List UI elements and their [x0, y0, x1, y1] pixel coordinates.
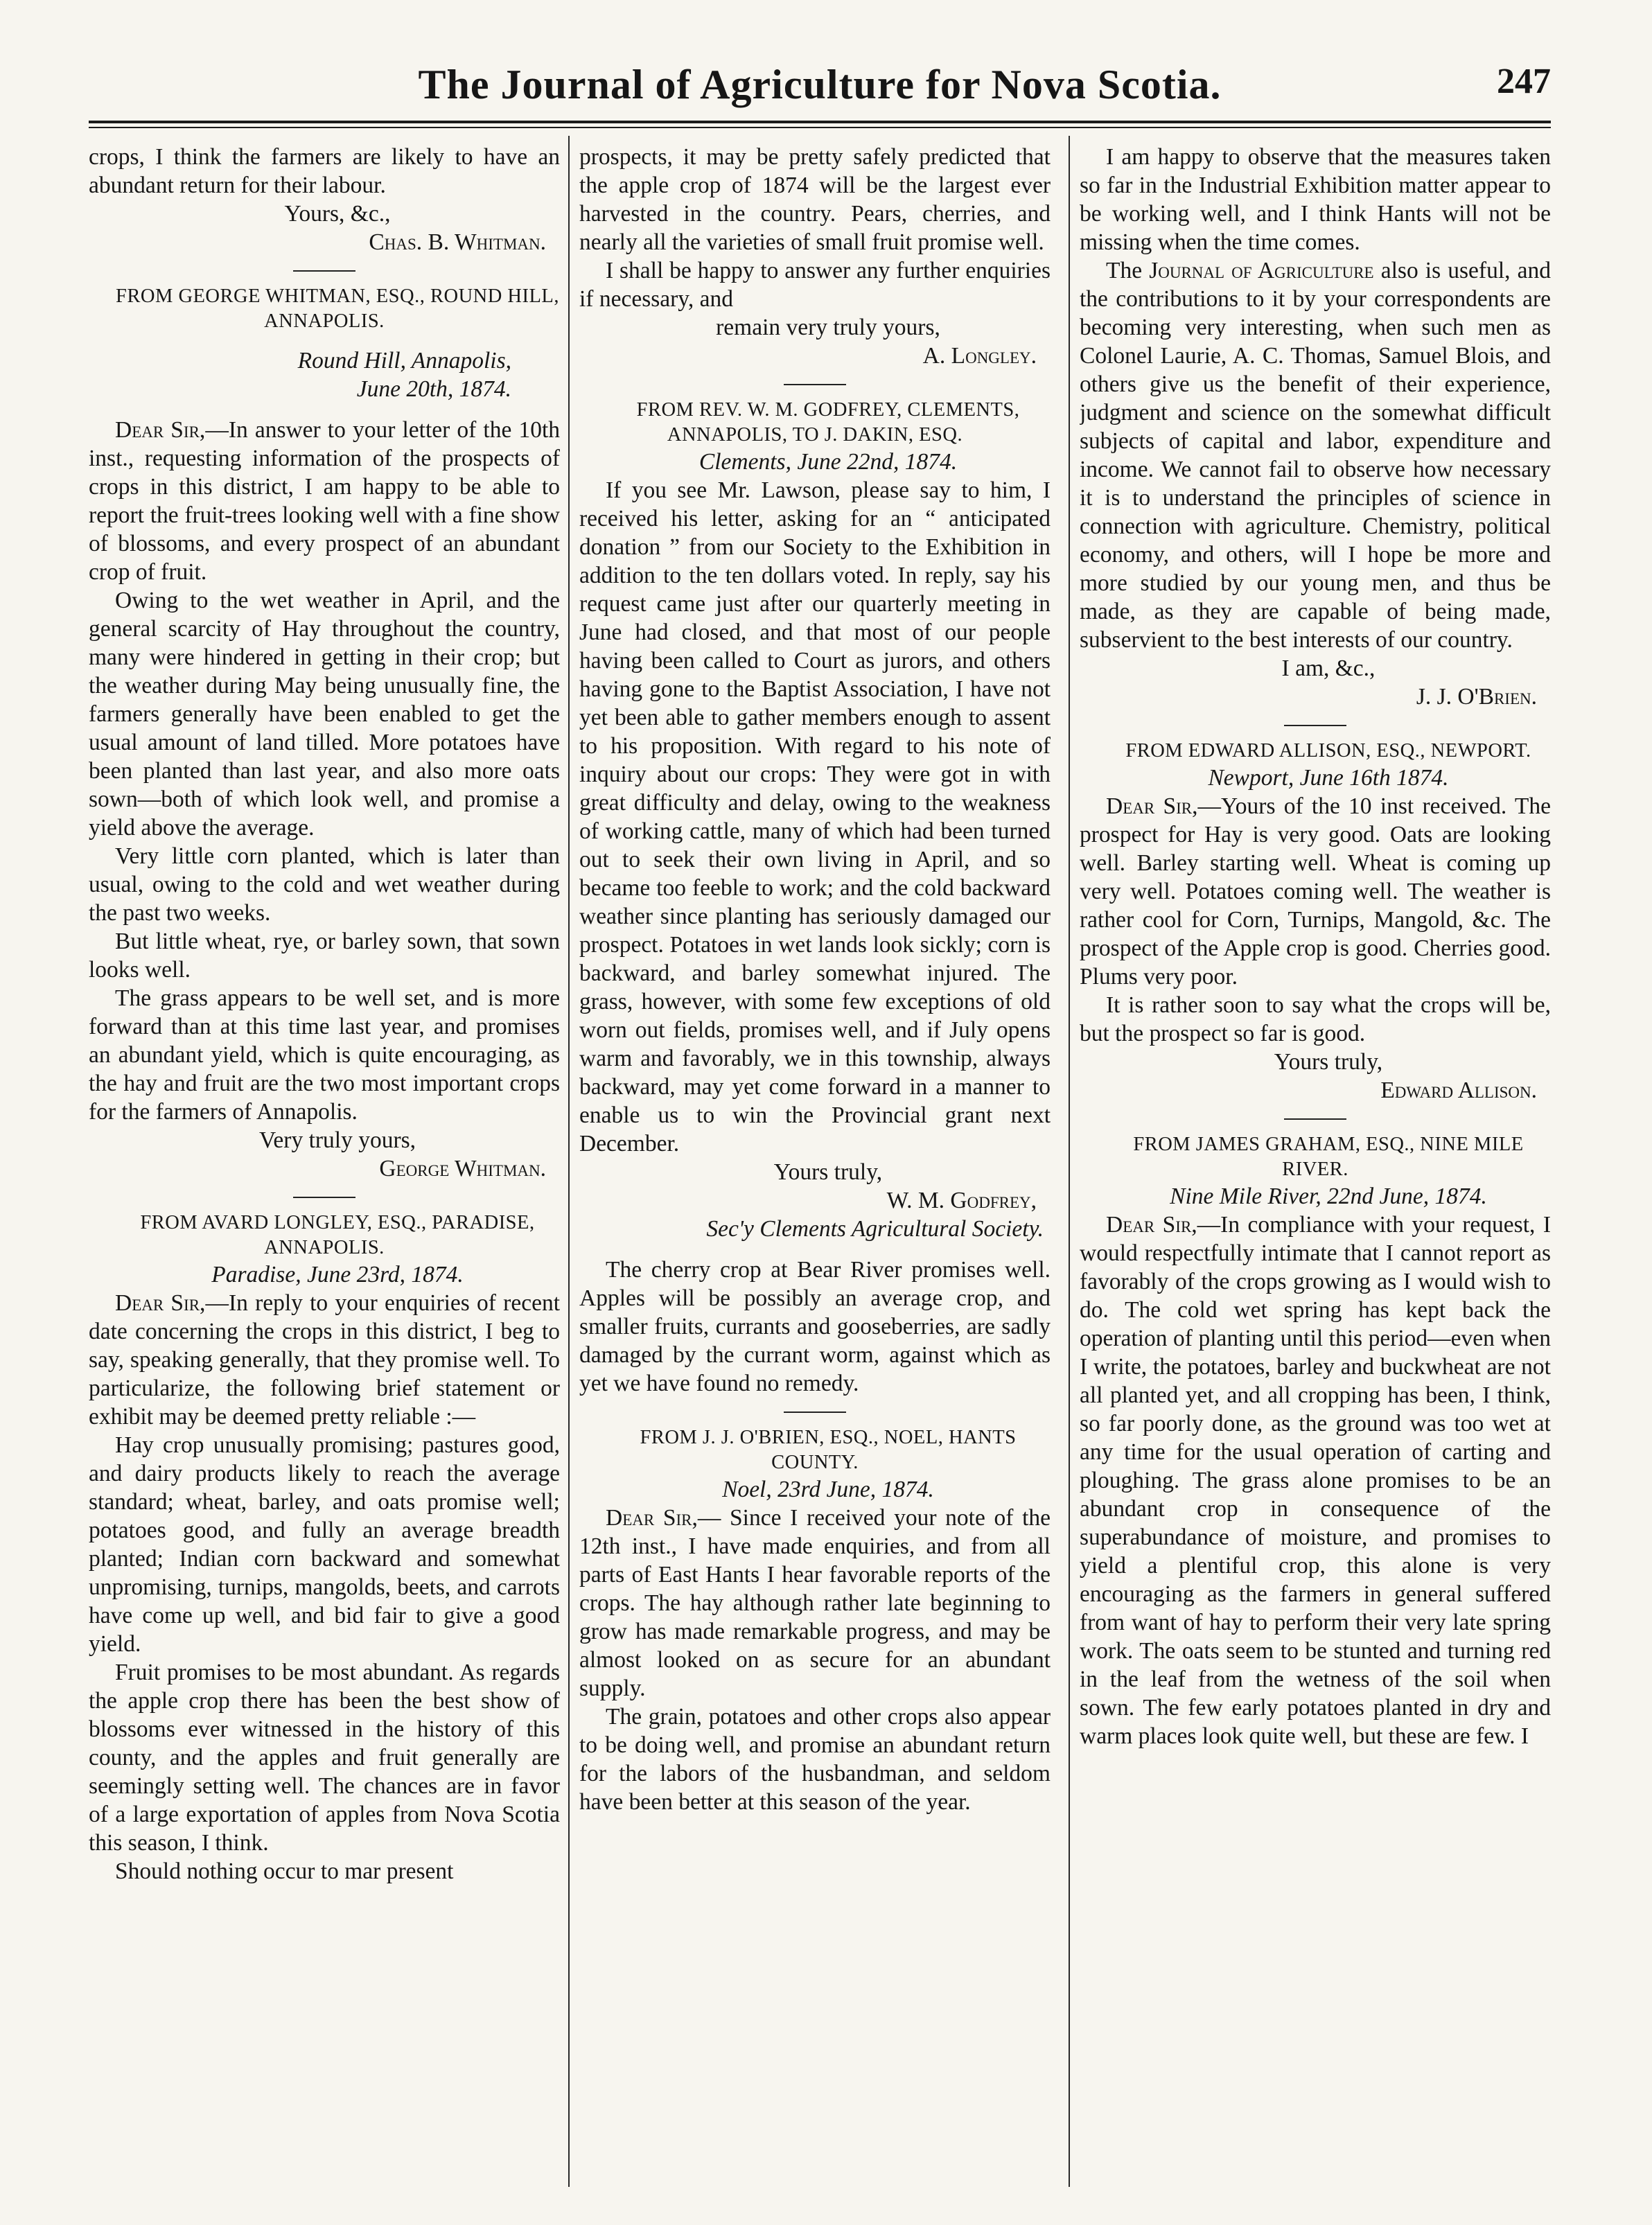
- section-divider: [1284, 1118, 1346, 1120]
- paragraph: [579, 1504, 1051, 1703]
- section-divider: [784, 384, 846, 385]
- paragraph: [89, 416, 560, 586]
- dateline: Nine Mile River, 22nd June, 1874.: [1170, 1184, 1487, 1209]
- paragraph: [1080, 1211, 1551, 1750]
- paragraph-text: —In reply to your enquiries of recent date concerning the crops in this district, I beg to say, speaking generally, that they promise well. To particularize, the following brief statement or exhibit may be deemed pretty reliable :—: [89, 1290, 560, 1430]
- dateline: Clements, June 22nd, 1874.: [698, 449, 958, 475]
- letter-heading: FROM REV. W. M. GODFREY, CLEMENTS, ANNAPOLIS, TO J. DAKIN, ESQ.: [636, 399, 1020, 446]
- salutation: Dear Sir,: [1106, 793, 1198, 819]
- paragraph: [1080, 256, 1551, 654]
- page-header: [89, 57, 1551, 112]
- paragraph: I am happy to observe that the measures taken so far in the Industrial Exhibition matter appear to be working well, and I think Hants will not be missing when the time comes.: [1080, 144, 1551, 255]
- signature: A. Longley.: [922, 343, 1037, 369]
- letter-heading: FROM EDWARD ALLISON, ESQ., NEWPORT.: [1125, 740, 1531, 762]
- signature: Edward Allison.: [1380, 1078, 1537, 1103]
- dateline: Paradise, June 23rd, 1874.: [211, 1262, 464, 1287]
- paragraph: crops, I think the farmers are likely to have an abundant return for their labour.: [89, 144, 560, 198]
- paragraph: Owing to the wet weather in April, and the general scarcity of Hay throughout the country, many were hindered in getting in their crop; but the weather during May being unusually fine, the farmers generally have been enabled to get the usual amount of land tilled. More potatoes have been planted than last year, and also more oats sown—both of which look well, and promise a yield above the average.: [89, 588, 560, 841]
- paragraph: I shall be happy to answer any further enquiries if necessary, and: [579, 258, 1051, 312]
- salutation: Dear Sir,: [606, 1505, 698, 1531]
- section-divider: [784, 1411, 846, 1413]
- letter-closing: Very truly yours,: [258, 1127, 416, 1153]
- paragraph: The cherry crop at Bear River promises well. Apples will be possibly an average crop, and smaller fruits, currants and gooseberries, are sadly damaged by the currant worm, against which as yet we have found no remedy.: [579, 1257, 1051, 1396]
- column-divider-1: [568, 136, 570, 2187]
- salutation: Dear Sir,: [115, 1290, 206, 1316]
- paragraph: prospects, it may be pretty safely predicted that the apple crop of 1874 will be the largest ever harvested in the country. Pears, cherries, and nearly all the varieties of small fruit promise well.: [579, 144, 1051, 255]
- paragraph: Very little corn planted, which is later than usual, owing to the cold and wet weather during the past two weeks.: [89, 843, 560, 926]
- dateline: Newport, June 16th 1874.: [1208, 765, 1449, 791]
- letter-heading: FROM JAMES GRAHAM, ESQ., NINE MILE RIVER.: [1133, 1134, 1524, 1180]
- letter-closing: Yours truly,: [1274, 1049, 1383, 1075]
- section-divider: [293, 270, 355, 272]
- paragraph-text: also is useful, and the contributions to it by your correspondents are becoming very interesting, when such men as Colonel Laurie, A. C. Thomas, Samuel Blois, and others give us the benefit of their experience, judgment and science on the somewhat difficult subjects of capital and labor, expenditure and income. We cannot fail to observe how necessary it is to understand the principles of science in connection with agriculture. Chemistry, political economy, and others, will I hope be more and more studied by our young men, and thus be made, as they are capable of being made, subservient to the best interests of our country.: [1080, 258, 1551, 653]
- paragraph: If you see Mr. Lawson, please say to him, I received his letter, asking for an “ anticipated donation ” from our Society to the Exhibition in addition to the ten dollars voted. In reply, say his request came just after our quarterly meeting in June had closed, and that most of our people having been called to Court as jurors, and others having gone to the Baptist Association, I have not yet been able to gather members enough to assent to his proposition. With regard to his note of inquiry about our crops: They were got in with great difficulty and delay, owing to the weakness of working cattle, many of which had been turned out to seek their own living in April, and so became too feeble to work; and the cold backward weather since planting has seriously damaged our prospect. Potatoes in wet lands look sickly; corn is backward, and barley somewhat injured. The grass, however, with some few exceptions of old worn out fields, promises well, and if July opens warm and favorably, we in this township, always backward, may yet come forward in a manner to enable us to win the Provincial grant next December.: [579, 477, 1051, 1157]
- paragraph-text: —In compliance with your request, I would respectfully intimate that I cannot report as favorably of the crops growing as I would wish to do. The cold wet spring has kept back the operation of planting until this period—even when I write, the potatoes, barley and buckwheat are not all planted yet, and all cropping has been, I think, so far poorly done, as the ground was too wet at any time for the usual operation of carting and ploughing. The grass alone promises to be an abundant crop in consequence of the superabundance of moisture, and promises to yield a plentiful crop, this alone is very encouraging as the farmers in general suffered from want of hay to perform their very late spring work. The oats seem to be stunted and turning red in the leaf from the wetness of the soil when sown. The few early potatoes planted in dry and warm places look quite well, but these are few. I: [1080, 1212, 1551, 1749]
- paragraph: Hay crop unusually promising; pastures good, and dairy products likely to reach the average standard; wheat, barley, and oats promise well; potatoes good, and fully an average breadth planted; Indian corn backward and somewhat unpromising, turnips, mangolds, beets, and carrots have come up well, and bid fair to give a good yield.: [89, 1432, 560, 1657]
- letter-heading: FROM AVARD LONGLEY, ESQ., PARADISE, ANNAPOLIS.: [140, 1212, 535, 1258]
- letter-heading: FROM J. J. O'BRIEN, ESQ., NOEL, HANTS COUNTY.: [640, 1427, 1017, 1473]
- letter-closing: Yours truly,: [773, 1159, 883, 1185]
- paragraph-text: — Since I received your note of the 12th inst., I have made enquiries, and from all parts of East Hants I hear favorable reports of the crops. The hay although rather late beginning to grow has made remarkable progress, and may be almost looked on as secure for an abundant supply.: [579, 1505, 1051, 1701]
- spacer: [89, 334, 560, 346]
- letter-heading: FROM GEORGE WHITMAN, ESQ., ROUND HILL, ANNAPOLIS.: [116, 285, 559, 332]
- paragraph-text: The: [1106, 258, 1150, 283]
- salutation: Dear Sir,: [115, 417, 206, 443]
- signature-title: Sec'y Clements Agricultural Society.: [706, 1216, 1044, 1242]
- paragraph: Fruit promises to be most abundant. As regards the apple crop there has been the best show of blossoms ever witnessed in the history of this county, and the apples and fruit generally are seemingly setting well. The chances are in favor of a large exportation of apples from Nova Scotia this season, I think.: [89, 1660, 560, 1856]
- salutation: Dear Sir,: [1106, 1212, 1197, 1238]
- paragraph: It is rather soon to say what the crops will be, but the prospect so far is good.: [1080, 992, 1551, 1046]
- dateline: Round Hill, Annapolis,: [297, 348, 511, 373]
- paragraph: [1080, 792, 1551, 991]
- spacer: [89, 403, 560, 416]
- signature: Chas. B. Whitman.: [369, 229, 546, 255]
- signature: J. J. O'Brien.: [1416, 684, 1537, 710]
- signature: W. M. Godfrey,: [886, 1188, 1037, 1213]
- page-number: 247: [1497, 62, 1551, 101]
- paragraph: The grass appears to be well set, and is more forward than at this time last year, and promises an abundant yield, which is quite encouraging, as the hay and fruit are the two most important crops for the farmers of Annapolis.: [89, 985, 560, 1125]
- paragraph: But little wheat, rye, or barley sown, that sown looks well.: [89, 929, 560, 983]
- paragraph: [89, 1289, 560, 1431]
- journal-name: Journal of Agriculture: [1149, 258, 1374, 283]
- dateline: Noel, 23rd June, 1874.: [722, 1477, 934, 1502]
- header-rule-thick: [89, 121, 1551, 123]
- dateline: June 20th, 1874.: [356, 376, 511, 402]
- letter-closing: I am, &c.,: [1281, 656, 1376, 681]
- column-2: [579, 143, 1051, 2187]
- paragraph: The grain, potatoes and other crops also appear to be doing well, and promise an abundant return for the labors of the husbandman, and seldom have been better at this season of the year.: [579, 1704, 1051, 1815]
- letter-closing: remain very truly yours,: [716, 315, 940, 340]
- paragraph-text: —Yours of the 10 inst received. The prospect for Hay is very good. Oats are looking well. Barley starting well. Wheat is coming up very well. Potatoes coming well. The weather is rather cool for Corn, Turnips, Mangold, &c. The prospect of the Apple crop is good. Cherries good. Plums very poor.: [1080, 793, 1551, 990]
- section-divider: [293, 1197, 355, 1198]
- letter-closing: Yours, &c.,: [284, 201, 391, 227]
- journal-masthead: The Journal of Agriculture for Nova Scotia.: [418, 62, 1222, 107]
- column-divider-2: [1069, 136, 1070, 2187]
- paragraph-text: —In answer to your letter of the 10th inst., requesting information of the prospects of crops in this district, I am happy to be able to report the fruit-trees looking well with a fine show of blossoms, and every prospect of an abundant crop of fruit.: [89, 417, 560, 585]
- column-3: [1080, 143, 1551, 2187]
- paragraph: Should nothing occur to mar present: [115, 1858, 454, 1884]
- spacer: [579, 1243, 1051, 1256]
- signature: George Whitman.: [379, 1156, 546, 1181]
- header-rule-thin: [89, 127, 1551, 128]
- section-divider: [1284, 725, 1346, 726]
- column-1: [89, 143, 560, 2187]
